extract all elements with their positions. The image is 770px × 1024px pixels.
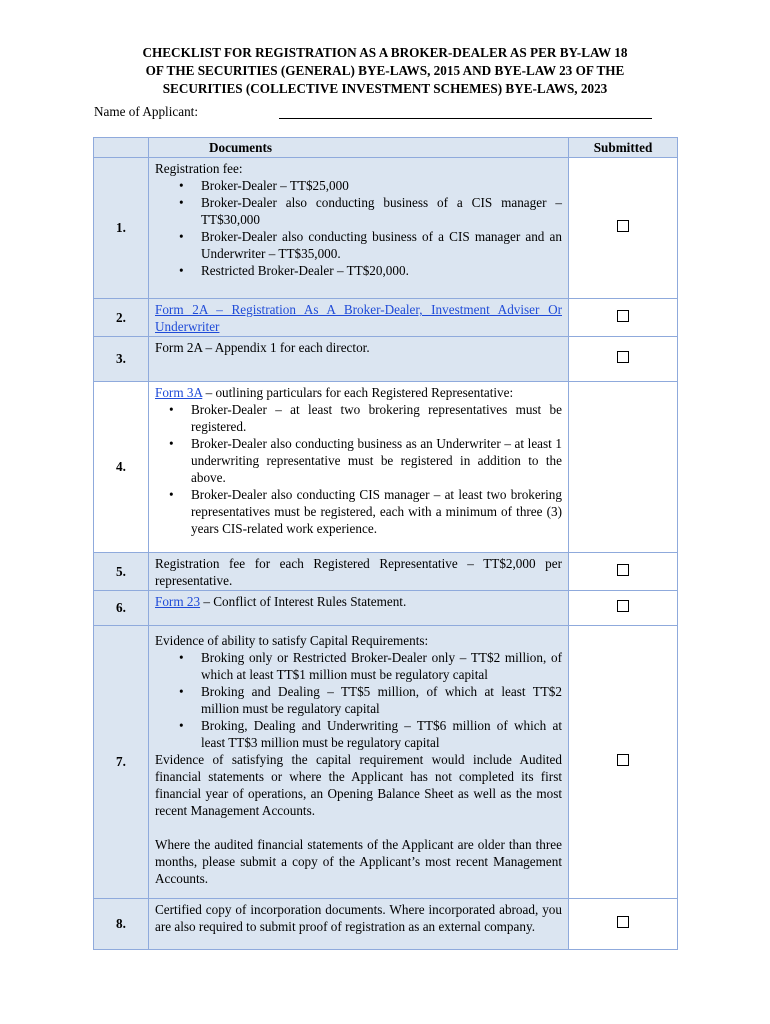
row-number: 2.	[94, 299, 149, 337]
bullet-item: • Restricted Broker-Dealer – TT$20,000.	[201, 262, 562, 279]
row-text: Form 2A – Appendix 1 for each director.	[155, 340, 370, 355]
header-number	[94, 138, 149, 158]
submitted-checkbox[interactable]	[617, 600, 629, 612]
bullet-item: • Broking, Dealing and Underwriting – TT$6 million of which at least TT$3 million must be regulatory capital	[201, 717, 562, 751]
table-row	[94, 299, 678, 337]
bullet-list	[155, 177, 562, 279]
row-number: 6.	[94, 591, 149, 626]
row-number: 3.	[94, 337, 149, 382]
row-number: 4.	[94, 382, 149, 553]
bullet-item: • Broker-Dealer also conducting CIS manager – at least two brokering representatives must be registered, each with a minimum of three (3) years CIS-related work experience.	[191, 486, 562, 537]
submitted-checkbox[interactable]	[617, 310, 629, 322]
table-row	[94, 553, 678, 591]
form-2a-link[interactable]: Form 2A – Registration As A Broker-Dealer, Investment Adviser Or Underwriter	[155, 302, 562, 334]
applicant-name-field[interactable]	[279, 118, 652, 119]
row-intro: – outlining particulars for each Registered Representative:	[202, 385, 514, 400]
bullet-item: • Broker-Dealer – at least two brokering representatives must be registered.	[191, 401, 562, 435]
header-documents: Documents	[149, 138, 569, 158]
submitted-cell	[569, 553, 678, 591]
form-3a-link[interactable]: Form 3A	[155, 385, 203, 400]
bullet-item: • Broker-Dealer also conducting business as an Underwriter – at least 1 underwriting representative must be registered in addition to the above.	[191, 435, 562, 486]
document-title	[80, 44, 690, 98]
row-intro: Evidence of ability to satisfy Capital Requirements:	[155, 633, 429, 648]
submitted-checkbox[interactable]	[617, 916, 629, 928]
table-row	[94, 591, 678, 626]
header-submitted: Submitted	[569, 138, 678, 158]
table-row	[94, 337, 678, 382]
submitted-cell	[569, 626, 678, 899]
row-text: Registration fee for each Registered Representative – TT$2,000 per representative.	[155, 556, 562, 588]
submitted-cell	[569, 899, 678, 950]
row-number: 1.	[94, 158, 149, 299]
row-documents	[149, 382, 569, 553]
row-text: – Conflict of Interest Rules Statement.	[200, 594, 407, 609]
row-documents	[149, 299, 569, 337]
row-documents	[149, 591, 569, 626]
bullet-item: • Broker-Dealer also conducting business of a CIS manager and an Underwriter – TT$35,000.	[201, 228, 562, 262]
table-row	[94, 626, 678, 899]
bullet-item: • Broker-Dealer – TT$25,000	[201, 177, 562, 194]
submitted-checkbox[interactable]	[617, 564, 629, 576]
row-text: Certified copy of incorporation documents. Where incorporated abroad, you are also required to submit proof of registration as an external company.	[155, 902, 562, 934]
title-line: OF THE SECURITIES (GENERAL) BYE-LAWS, 2015 AND BYE-LAW 23 OF THE	[145, 63, 625, 78]
row-intro: Registration fee:	[155, 161, 243, 176]
submitted-checkbox[interactable]	[617, 220, 629, 232]
submitted-cell	[569, 158, 678, 299]
table-row	[94, 899, 678, 950]
checklist-table	[93, 137, 678, 950]
row-number: 7.	[94, 626, 149, 899]
row-documents	[149, 626, 569, 899]
submitted-cell	[569, 382, 678, 553]
row-documents	[149, 337, 569, 382]
submitted-checkbox[interactable]	[617, 351, 629, 363]
submitted-checkbox[interactable]	[617, 754, 629, 766]
row-documents	[149, 553, 569, 591]
bullet-item: • Broking only or Restricted Broker-Dealer only – TT$2 million, of which at least TT$1 million must be regulatory capital	[201, 649, 562, 683]
table-row	[94, 382, 678, 553]
title-line: SECURITIES (COLLECTIVE INVESTMENT SCHEMES) BYE-LAWS, 2023	[162, 81, 608, 96]
bullet-list	[155, 401, 562, 537]
row-documents	[149, 158, 569, 299]
row-documents	[149, 899, 569, 950]
row-paragraph: Where the audited financial statements of the Applicant are older than three months, please submit a copy of the Applicant’s most recent Management Accounts.	[155, 837, 562, 886]
bullet-item: • Broker-Dealer also conducting business of a CIS manager – TT$30,000	[201, 194, 562, 228]
table-header-row	[94, 138, 678, 158]
bullet-list	[155, 649, 562, 751]
title-line: CHECKLIST FOR REGISTRATION AS A BROKER-DEALER AS PER BY-LAW 18	[142, 45, 628, 60]
submitted-cell	[569, 591, 678, 626]
submitted-cell	[569, 337, 678, 382]
row-number: 8.	[94, 899, 149, 950]
applicant-label: Name of Applicant:	[94, 104, 199, 119]
bullet-item: • Broking and Dealing – TT$5 million, of which at least TT$2 million must be regulatory capital	[201, 683, 562, 717]
row-paragraph: Evidence of satisfying the capital requirement would include Audited financial statements or where the Applicant has not completed its first financial year of operations, an Opening Balance Sheet as well as the most recent Management Accounts.	[155, 752, 562, 818]
row-number: 5.	[94, 553, 149, 591]
form-23-link[interactable]: Form 23	[155, 594, 201, 609]
table-row	[94, 158, 678, 299]
submitted-cell	[569, 299, 678, 337]
